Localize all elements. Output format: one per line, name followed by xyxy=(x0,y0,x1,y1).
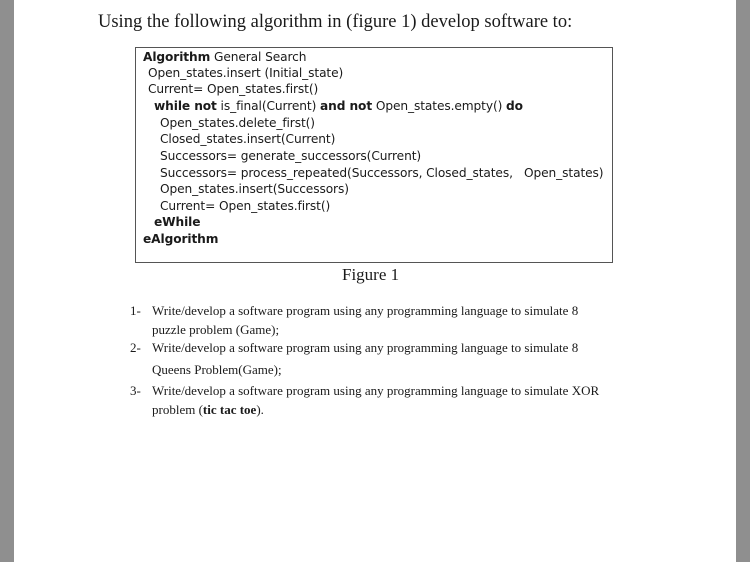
algorithm-line-3: Current= Open_states.first() xyxy=(148,82,319,96)
task-item-2 xyxy=(14,340,736,382)
task-number: 2- xyxy=(130,340,141,355)
algorithm-line-7: Successors= generate_successors(Current) xyxy=(160,149,422,163)
task-text-line-1: Write/develop a software program using any programming language to simulate XOR xyxy=(152,383,600,398)
document-page xyxy=(14,0,736,562)
task-item-1 xyxy=(14,303,736,343)
task-text-line-1: Write/develop a software program using any programming language to simulate 8 xyxy=(152,340,579,355)
task-text-line-2: problem (tic tac toe). xyxy=(152,402,264,417)
algorithm-line-10: Current= Open_states.first() xyxy=(160,199,331,213)
algorithm-line-12: eAlgorithm xyxy=(143,232,219,246)
task-number: 3- xyxy=(130,383,141,398)
algorithm-line-2: Open_states.insert (Initial_state) xyxy=(148,66,344,80)
algorithm-line-4: while not is_final(Current) and not Open_states.empty() do xyxy=(154,99,523,113)
algorithm-line-6: Closed_states.insert(Current) xyxy=(160,132,336,146)
algorithm-line-1: Algorithm General Search xyxy=(143,50,307,64)
algorithm-line-9: Open_states.insert(Successors) xyxy=(160,182,349,196)
task-text-line-2: puzzle problem (Game); xyxy=(152,322,280,337)
algorithm-line-8: Successors= process_repeated(Successors, Closed_states, xyxy=(160,166,513,180)
figure-caption: Figure 1 xyxy=(342,265,400,284)
algorithm-line-11: eWhile xyxy=(154,215,201,229)
algorithm-figure xyxy=(135,47,613,263)
task-item-3 xyxy=(14,383,736,423)
task-text-line-2: Queens Problem(Game); xyxy=(152,362,282,377)
algorithm-line-8-tail: Open_states) xyxy=(524,166,604,180)
algorithm-line-5: Open_states.delete_first() xyxy=(160,116,315,130)
task-text-line-1: Write/develop a software program using any programming language to simulate 8 xyxy=(152,303,579,318)
task-number: 1- xyxy=(130,303,141,318)
page-heading: Using the following algorithm in (figure 1) develop software to: xyxy=(98,12,573,32)
